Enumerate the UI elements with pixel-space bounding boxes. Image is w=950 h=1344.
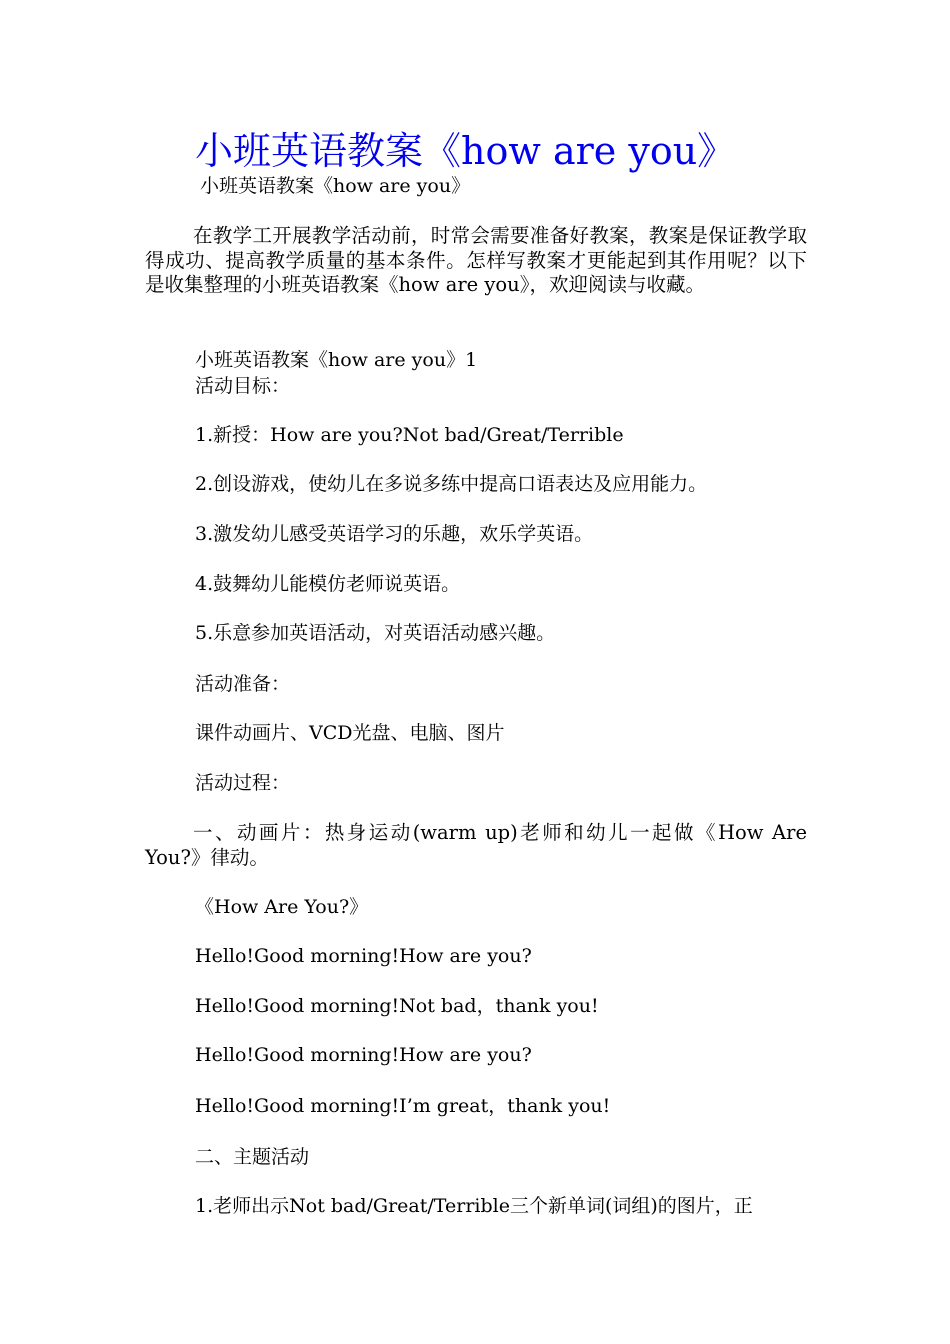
document-title: 小班英语教案《how are you》	[195, 129, 736, 173]
prep-text: 课件动画片、VCD光盘、电脑、图片	[195, 722, 505, 744]
song-title: 《How Are You?》	[195, 896, 369, 918]
goal-item: 5.乐意参加英语活动，对英语活动感兴趣。	[195, 622, 556, 644]
document-subtitle: 小班英语教案《how are you》	[200, 175, 471, 197]
goal-item: 3.激发幼儿感受英语学习的乐趣，欢乐学英语。	[195, 523, 594, 545]
process-heading: 活动过程：	[195, 772, 291, 794]
prep-heading: 活动准备：	[195, 673, 291, 695]
song-line: Hello!Good morning!How are you?	[195, 1044, 532, 1066]
goals-heading: 活动目标：	[195, 375, 291, 397]
step-two-heading: 二、主题活动	[195, 1146, 310, 1168]
song-line: Hello!Good morning!How are you?	[195, 945, 532, 967]
goal-item: 4.鼓舞幼儿能模仿老师说英语。	[195, 573, 461, 595]
goal-item: 1.新授：How are you?Not bad/Great/Terrible	[195, 424, 624, 446]
intro-paragraph: 在教学工开展教学活动前，时常会需要准备好教案，教案是保证教学取得成功、提高教学质量的基本条件。怎样写教案才更能起到其作用呢？以下是收集整理的小班英语教案《how are you》，欢迎阅读与收藏。	[145, 224, 807, 296]
goal-item: 2.创设游戏，使幼儿在多说多练中提高口语表达及应用能力。	[195, 473, 708, 495]
section-heading: 小班英语教案《how are you》1	[195, 349, 478, 371]
song-line: Hello!Good morning!I’m great，thank you!	[195, 1095, 611, 1117]
step-one-paragraph: 一、动画片：热身运动(warm up)老师和幼儿一起做《How Are You?》律动。	[145, 821, 807, 869]
step-two-item: 1.老师出示Not bad/Great/Terrible三个新单词(词组)的图片，正	[195, 1195, 753, 1217]
song-line: Hello!Good morning!Not bad，thank you!	[195, 995, 599, 1017]
